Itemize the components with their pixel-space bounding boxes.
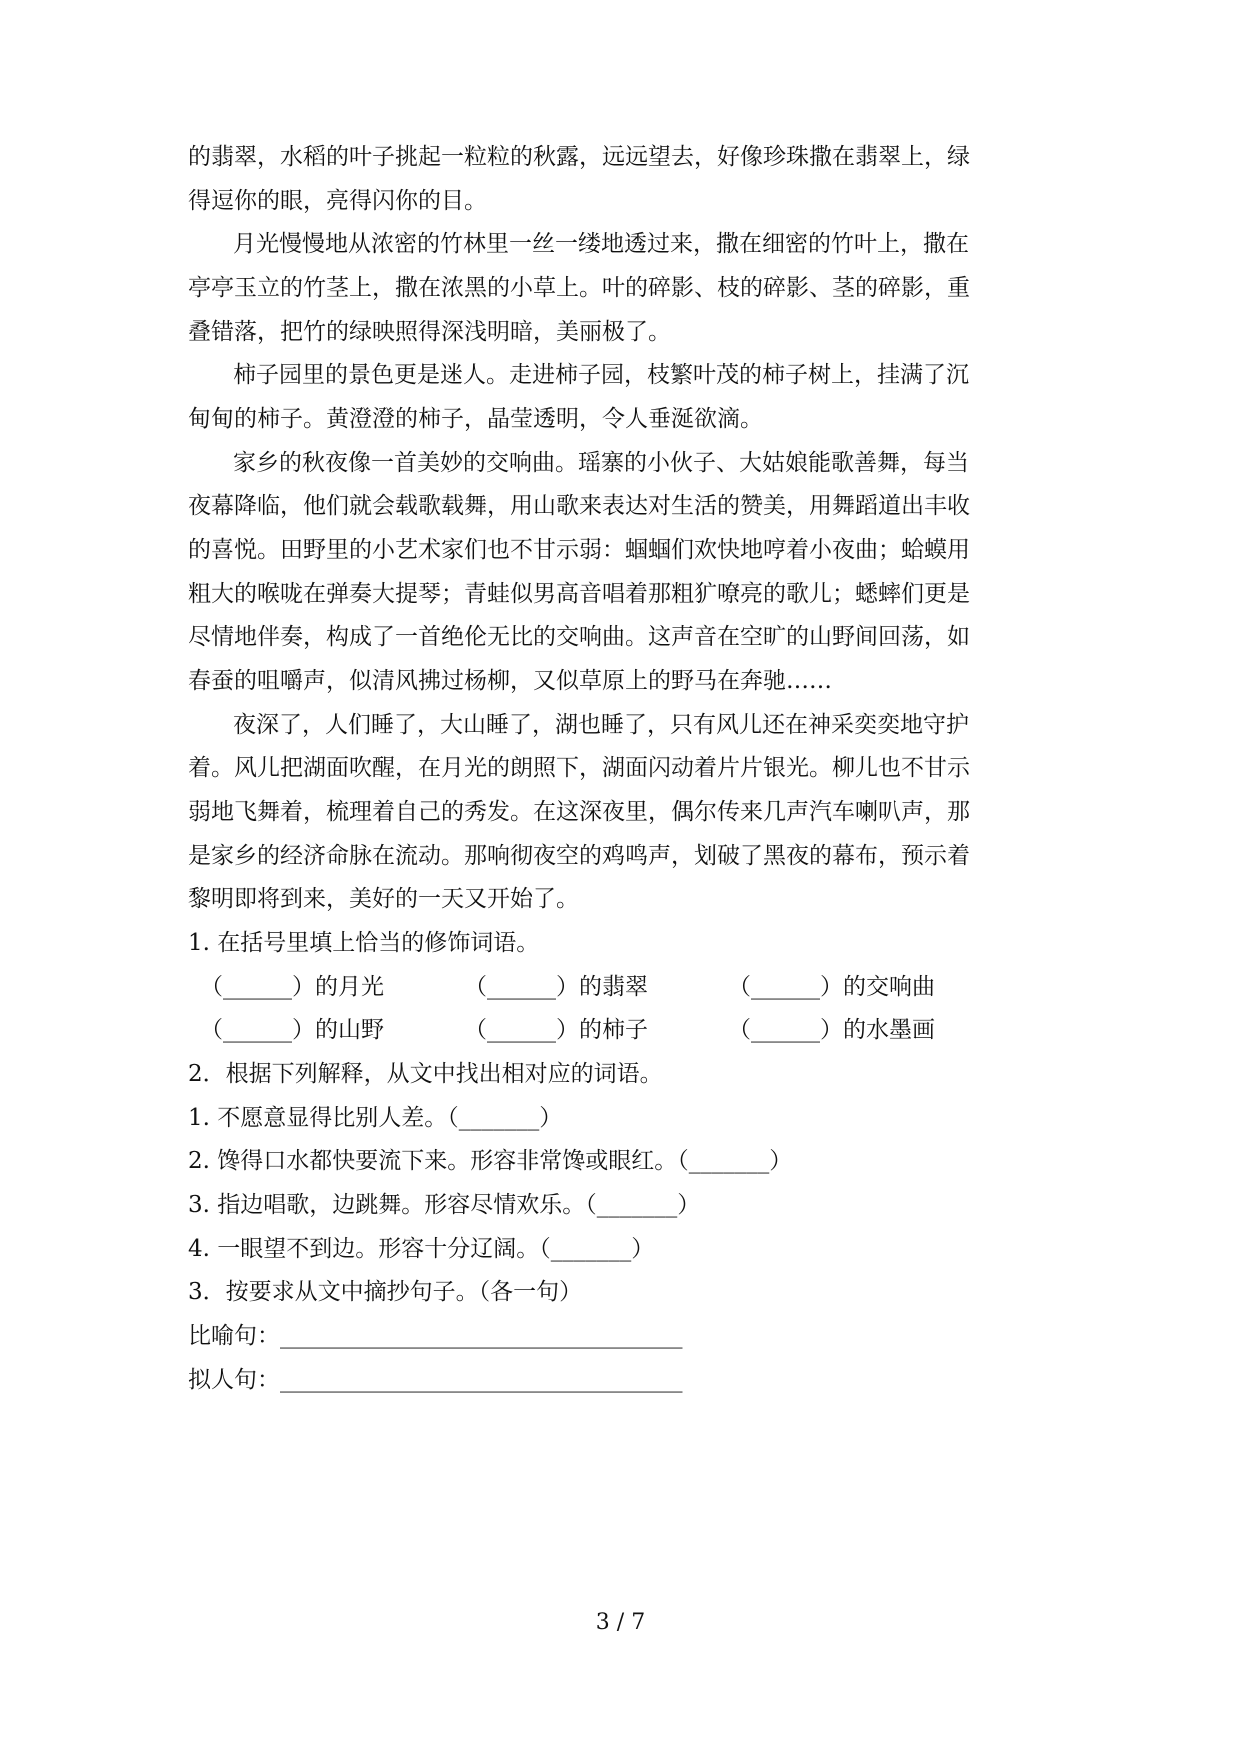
definition-item[interactable]: 2. 馋得口水都快要流下来。形容非常馋或眼红。（_______） <box>188 1148 793 1174</box>
fill-blank-item[interactable]: （______）的柿子 <box>464 1017 648 1043</box>
passage-line: 尽情地伴奏，构成了一首绝伦无比的交响曲。这声音在空旷的山野间回荡，如 <box>188 624 970 650</box>
passage-line: 弱地飞舞着，梳理着自己的秀发。在这深夜里，偶尔传来几声汽车喇叭声，那 <box>188 799 970 825</box>
fill-blank-item[interactable]: （______）的交响曲 <box>728 974 935 1000</box>
passage-line: 着。风儿把湖面吹醒，在月光的朗照下，湖面闪动着片片银光。柳儿也不甘示 <box>188 755 970 781</box>
passage-line: 粗大的喉咙在弹奏大提琴；青蛙似男高音唱着那粗犷嘹亮的歌儿；蟋蟀们更是 <box>188 581 970 607</box>
passage-line: 家乡的秋夜像一首美妙的交响曲。瑶寨的小伙子、大姑娘能歌善舞，每当 <box>233 450 969 476</box>
definition-item[interactable]: 1. 不愿意显得比别人差。（_______） <box>188 1105 563 1131</box>
question-2-title: 2．根据下列解释，从文中找出相对应的词语。 <box>188 1061 663 1087</box>
definition-item[interactable]: 3. 指边唱歌，边跳舞。形容尽情欢乐。（_______） <box>188 1192 701 1218</box>
personification-answer-line[interactable]: 拟人句：___________________________________ <box>188 1367 683 1393</box>
passage-line: 柿子园里的景色更是迷人。走进柿子园，枝繁叶茂的柿子树上，挂满了沉 <box>233 362 969 388</box>
passage-line: 是家乡的经济命脉在流动。那响彻夜空的鸡鸣声，划破了黑夜的幕布，预示着 <box>188 843 970 869</box>
passage-line: 甸甸的柿子。黄澄澄的柿子，晶莹透明，令人垂涎欲滴。 <box>188 406 763 432</box>
passage-line: 夜深了，人们睡了，大山睡了，湖也睡了，只有风儿还在神采奕奕地守护 <box>233 712 969 738</box>
simile-answer-line[interactable]: 比喻句：___________________________________ <box>188 1323 683 1349</box>
fill-blank-item[interactable]: （______）的月光 <box>200 974 384 1000</box>
passage-line: 的喜悦。田野里的小艺术家们也不甘示弱：蝈蝈们欢快地哼着小夜曲；蛤蟆用 <box>188 537 970 563</box>
definition-item[interactable]: 4. 一眼望不到边。形容十分辽阔。（_______） <box>188 1236 655 1262</box>
passage-line: 夜幕降临，他们就会载歌载舞，用山歌来表达对生活的赞美，用舞蹈道出丰收 <box>188 493 970 519</box>
fill-blank-item[interactable]: （______）的翡翠 <box>464 974 648 1000</box>
passage-line: 春蚕的咀嚼声，似清风拂过杨柳，又似草原上的野马在奔驰…… <box>188 668 832 694</box>
fill-blank-item[interactable]: （______）的山野 <box>200 1017 384 1043</box>
passage-line: 亭亭玉立的竹茎上，撒在浓黑的小草上。叶的碎影、枝的碎影、茎的碎影，重 <box>188 275 970 301</box>
passage-line: 叠错落，把竹的绿映照得深浅明暗，美丽极了。 <box>188 319 671 345</box>
passage-line: 月光慢慢地从浓密的竹林里一丝一缕地透过来，撒在细密的竹叶上，撒在 <box>233 231 969 257</box>
page-number: 3 / 7 <box>595 1610 646 1635</box>
passage-line: 的翡翠，水稻的叶子挑起一粒粒的秋露，远远望去，好像珍珠撒在翡翠上，绿 <box>188 144 970 170</box>
question-1-title: 1. 在括号里填上恰当的修饰词语。 <box>188 930 540 956</box>
fill-blank-item[interactable]: （______）的水墨画 <box>728 1017 935 1043</box>
passage-line: 得逗你的眼，亮得闪你的目。 <box>188 188 487 214</box>
question-3-title: 3．按要求从文中摘抄句子。（各一句） <box>188 1279 583 1305</box>
passage-line: 黎明即将到来，美好的一天又开始了。 <box>188 886 579 912</box>
